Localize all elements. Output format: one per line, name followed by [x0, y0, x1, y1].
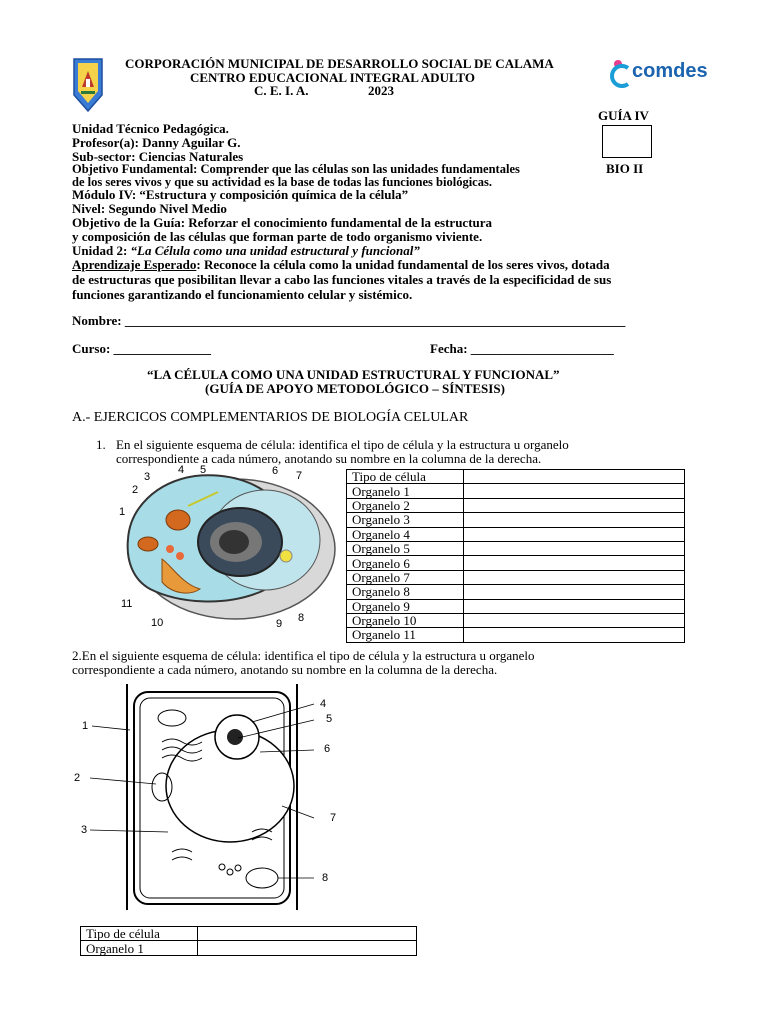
answer-cell[interactable] [198, 941, 417, 955]
objetivo-fundamental-1: Objetivo Fundamental: Comprender que las células son las unidades fundamentales [72, 162, 520, 176]
aprendizaje-3: funciones garantizando el funcionamiento celular y sistémico. [72, 287, 413, 302]
table-row [347, 585, 685, 599]
answer-cell[interactable] [464, 599, 685, 613]
q1-label-10: 10 [151, 617, 164, 629]
school-crest-logo [72, 57, 104, 113]
comdes-figure-icon [610, 58, 634, 88]
q2-label-8: 8 [322, 872, 329, 884]
table-row [347, 541, 685, 555]
table-row [347, 628, 685, 642]
answer-cell[interactable] [464, 527, 685, 541]
row-label: Organelo 10 [347, 613, 464, 627]
q1-number: 1. [96, 437, 106, 452]
table-row [347, 613, 685, 627]
q2-answer-table [80, 926, 417, 956]
answer-cell[interactable] [198, 927, 417, 941]
nombre-blank[interactable]: _____________________________________________________________________________ [124, 313, 626, 328]
row-label: Organelo 1 [347, 484, 464, 498]
comdes-logo-text: comdes [632, 60, 708, 82]
table-row [347, 498, 685, 512]
q1-label-3: 3 [144, 471, 151, 483]
answer-cell[interactable] [464, 556, 685, 570]
row-label: Tipo de célula [347, 470, 464, 484]
table-row [347, 570, 685, 584]
q1-label-11: 11 [121, 598, 133, 610]
table-row [347, 470, 685, 484]
curso-blank[interactable]: _______________ [113, 341, 212, 356]
q1-text-1: En el siguiente esquema de célula: identifica el tipo de célula y la estructura u organelo [116, 437, 569, 452]
q2-text-2: correspondiente a cada número, anotando su nombre en la columna de la derecha. [72, 662, 498, 677]
row-label: Organelo 2 [347, 498, 464, 512]
row-label: Tipo de célula [81, 927, 198, 941]
answer-cell[interactable] [464, 628, 685, 642]
table-row [81, 927, 417, 941]
q1-label-6: 6 [272, 465, 279, 477]
row-label: Organelo 9 [347, 599, 464, 613]
answer-cell[interactable] [464, 498, 685, 512]
header-line3a: C. E. I. A. [254, 83, 309, 98]
profesor: Profesor(a): Danny Aguilar G. [72, 135, 241, 150]
subsector: Sub-sector: Ciencias Naturales [72, 149, 244, 164]
header-line3b: 2023 [368, 83, 394, 98]
nombre-label: Nombre: [72, 313, 125, 328]
table-row [347, 556, 685, 570]
page-title-2: (GUÍA DE APOYO METODOLÓGICO – SÍNTESIS) [205, 381, 505, 396]
q1-label-7: 7 [296, 470, 303, 482]
q1-answer-table [346, 469, 685, 643]
q1-label-1: 1 [119, 506, 126, 518]
q2-label-4: 4 [320, 698, 327, 710]
row-label: Organelo 1 [81, 941, 198, 955]
table-row [347, 599, 685, 613]
unidad-title: “La Célula como una unidad estructural y funcional” [130, 243, 420, 258]
answer-cell[interactable] [464, 613, 685, 627]
aprendizaje-label: Aprendizaje Esperado [72, 257, 197, 272]
nivel: Nivel: Segundo Nivel Medio [72, 201, 227, 216]
row-label: Organelo 6 [347, 556, 464, 570]
q1-label-2: 2 [132, 484, 139, 496]
row-label: Organelo 11 [347, 628, 464, 642]
answer-cell[interactable] [464, 585, 685, 599]
aprendizaje-1 [72, 257, 610, 273]
table-row [347, 527, 685, 541]
q2-label-2: 2 [74, 772, 81, 784]
header-line2: CENTRO EDUCACIONAL INTEGRAL ADULTO [190, 70, 475, 85]
row-label: Organelo 7 [347, 570, 464, 584]
answer-cell[interactable] [464, 570, 685, 584]
q2-text-1: 2.En el siguiente esquema de célula: identifica el tipo de célula y la estructura u organelo [72, 648, 535, 663]
answer-cell[interactable] [464, 541, 685, 555]
q1-label-9: 9 [276, 618, 283, 630]
answer-cell[interactable] [464, 484, 685, 498]
row-label: Organelo 8 [347, 585, 464, 599]
header-line1: CORPORACIÓN MUNICIPAL DE DESARROLLO SOCIAL DE CALAMA [125, 56, 554, 71]
row-label: Organelo 3 [347, 513, 464, 527]
modulo: Módulo IV: “Estructura y composición química de la célula” [72, 187, 409, 202]
objetivo-guia-text: Reforzar el conocimiento fundamental de la estructura [185, 215, 493, 230]
q2-label-3: 3 [81, 824, 88, 836]
table-row [81, 941, 417, 955]
unidad-label: Unidad 2: [72, 243, 131, 258]
q1-label-5: 5 [200, 464, 207, 476]
answer-cell[interactable] [464, 513, 685, 527]
q2-label-6: 6 [324, 743, 331, 755]
fecha-blank[interactable]: ______________________ [470, 341, 614, 356]
page-title-1: “LA CÉLULA COMO UNA UNIDAD ESTRUCTURAL Y FUNCIONAL” [147, 367, 560, 382]
fecha-field[interactable] [430, 341, 614, 357]
guide-label: GUÍA IV [598, 108, 649, 123]
fecha-label: Fecha: [430, 341, 471, 356]
nombre-field[interactable] [72, 313, 625, 329]
objetivo-guia-label: Objetivo de la Guía: [72, 215, 186, 230]
curso-label: Curso: [72, 341, 114, 356]
q1-label-4: 4 [178, 464, 185, 476]
answer-cell[interactable] [464, 470, 685, 484]
row-label: Organelo 4 [347, 527, 464, 541]
row-label: Organelo 5 [347, 541, 464, 555]
plant-cell-diagram [72, 682, 362, 918]
objetivo-fundamental-2: de los seres vivos y que su actividad es la base de todas las funciones biológicas. [72, 175, 492, 189]
guide-box [602, 125, 652, 158]
table-row [347, 484, 685, 498]
comdes-logo [610, 58, 708, 88]
guide-subject: BIO II [606, 161, 644, 176]
q2-label-1: 1 [82, 720, 89, 732]
section-a-title: A.- EJERCICOS COMPLEMENTARIOS DE BIOLOGÍA CELULAR [72, 410, 469, 425]
unidad-tecnica: Unidad Técnico Pedagógica. [72, 121, 229, 136]
animal-cell-diagram [110, 464, 340, 632]
q1-text-2: correspondiente a cada número, anotando su nombre en la columna de la derecha. [116, 451, 542, 466]
aprendizaje-text-1: : Reconoce la célula como la unidad fundamental de los seres vivos, dotada [196, 257, 610, 272]
aprendizaje-2: de estructuras que posibilitan llevar a cabo las funciones vitales a través de la especificidad de sus [72, 272, 612, 287]
curso-field[interactable] [72, 341, 211, 357]
table-row [347, 513, 685, 527]
q2-label-7: 7 [330, 812, 337, 824]
q1-label-8: 8 [298, 612, 305, 624]
objetivo-guia-2: y composición de las células que forman parte de todo organismo viviente. [72, 229, 483, 244]
q2-label-5: 5 [326, 713, 333, 725]
